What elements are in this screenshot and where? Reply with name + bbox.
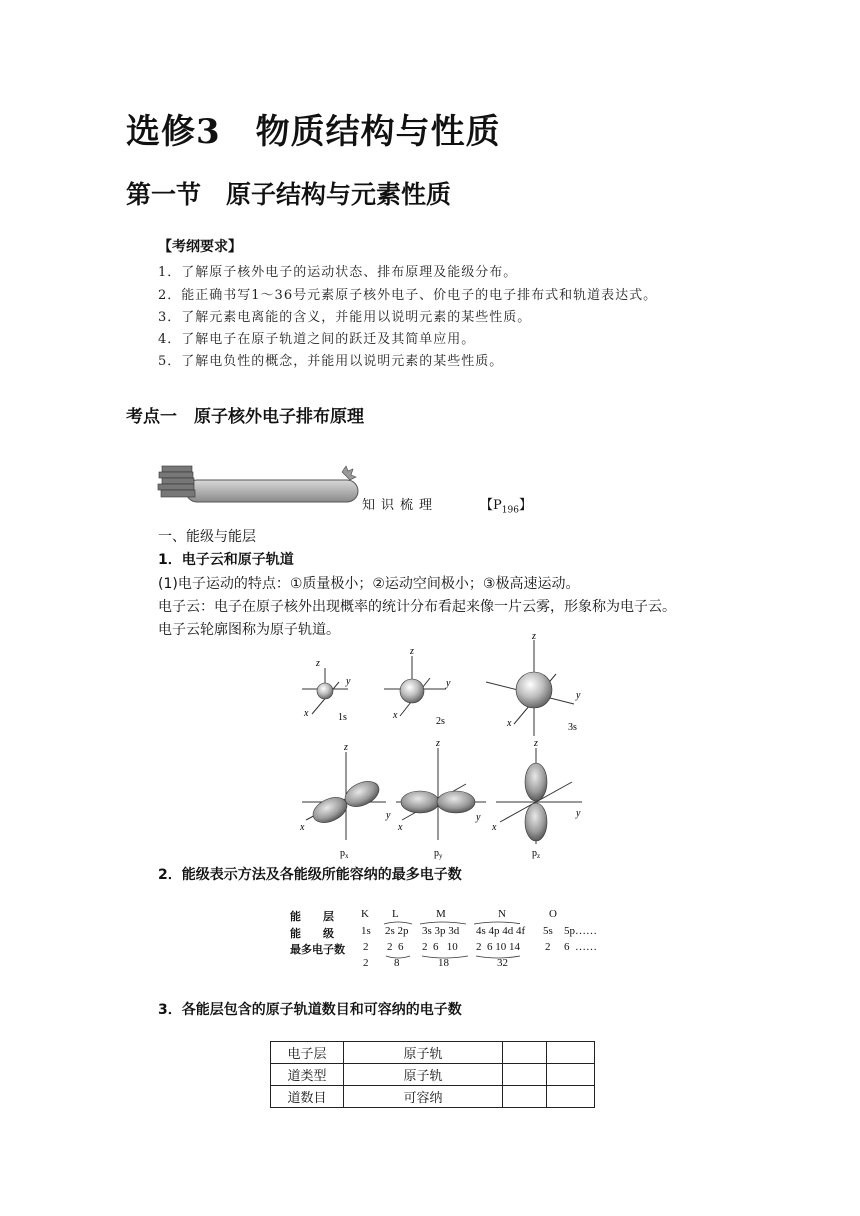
shell-label: K — [361, 908, 369, 920]
shell-label: O — [549, 908, 557, 920]
table-row — [271, 1086, 595, 1108]
orbital-2s-sphere — [400, 679, 424, 703]
orbital-py-lobe — [437, 791, 475, 813]
axis-label-x: x — [393, 710, 398, 721]
max-electrons: 2 6 10 14 — [476, 941, 520, 953]
table-cell: 可容纳 — [344, 1086, 503, 1108]
sublevel-label: 5p…… — [564, 925, 597, 937]
level-brackets — [380, 918, 520, 962]
axis-label-z: z — [410, 646, 414, 657]
requirement-item: 1．了解原子核外电子的运动状态、排布原理及能级分布。 — [158, 265, 518, 280]
table-cell — [503, 1042, 547, 1064]
section-title: 第一节 原子结构与元素性质 — [126, 180, 452, 209]
orbital-label-py: $p_y$ — [434, 848, 443, 860]
levels-row-label: 能 层 — [290, 910, 334, 923]
max-electrons: 2 6 — [387, 941, 404, 953]
levels-row-label: 能 级 — [290, 927, 334, 940]
levels-row-label: 最多电子数 — [290, 943, 345, 956]
axis-label-y: y — [576, 690, 581, 701]
orbital-py-lobe — [401, 791, 439, 813]
shell-total: 2 — [363, 957, 369, 969]
orbital-label-2s: 2s — [436, 716, 445, 727]
table-cell — [503, 1086, 547, 1108]
page-title: 选修3 物质结构与性质 — [126, 112, 501, 152]
axis-label-z: z — [436, 738, 440, 749]
topic-heading: 考点一 原子核外电子排布原理 — [126, 407, 364, 427]
knowledge-banner-graphic — [156, 462, 366, 508]
orbital-pz-lobe — [525, 803, 547, 841]
shell-total: 18 — [438, 957, 449, 969]
table-cell — [547, 1042, 595, 1064]
axis-label-x: x — [492, 822, 497, 833]
paragraph: 电子云：电子在原子核外出现概率的统计分布看起来像一片云雾，形象称为电子云。 — [158, 599, 676, 615]
sublevel-label: 1s — [361, 925, 371, 937]
axis-label-z: z — [344, 742, 348, 753]
banner-label: 知识梳理 — [362, 498, 439, 513]
shell-total: 8 — [394, 957, 400, 969]
requirement-item: 5．了解电负性的概念，并能用以说明元素的某些性质。 — [158, 354, 504, 369]
max-electrons: 2 — [545, 941, 551, 953]
requirement-item: 4．了解电子在原子轨道之间的跃迁及其简单应用。 — [158, 332, 476, 347]
axis-label-y: y — [346, 676, 351, 687]
shell-total: 32 — [497, 957, 508, 969]
sublevel-label: 5s — [543, 925, 553, 937]
orbital-label-px: $p_x$ — [340, 848, 349, 860]
table-cell: 道数目 — [271, 1086, 344, 1108]
max-electrons: 2 — [363, 941, 369, 953]
axis-label-y: y — [476, 812, 481, 823]
axis-label-y: y — [386, 810, 391, 821]
table-cell — [547, 1086, 595, 1108]
orbital-figure — [290, 634, 600, 862]
paragraph: 电子云轮廓图称为原子轨道。 — [158, 622, 340, 638]
axis-label-x: x — [300, 822, 305, 833]
subsection-heading: 1．电子云和原子轨道 — [158, 552, 294, 568]
table-cell: 道类型 — [271, 1064, 344, 1086]
orbital-label-pz: $p_z$ — [532, 848, 541, 860]
table-cell: 电子层 — [271, 1042, 344, 1064]
shell-label: L — [392, 908, 399, 920]
orbital-label-3s: 3s — [568, 722, 577, 733]
table-row — [271, 1042, 595, 1064]
axis-label-y: y — [576, 808, 581, 819]
requirements-heading: 【考纲要求】 — [158, 239, 242, 255]
table-row — [271, 1064, 595, 1086]
orbital-pz-lobe — [525, 763, 547, 801]
table-cell: 原子轨 — [344, 1042, 503, 1064]
orbital-1s-sphere — [317, 683, 333, 699]
shell-label: M — [436, 908, 446, 920]
subsection-heading: 3．各能层包含的原子轨道数目和可容纳的电子数 — [158, 1002, 462, 1018]
axis-label-x: x — [398, 822, 403, 833]
banner-page-ref: 【$P_{196}$】 — [480, 498, 532, 516]
shell-label: N — [498, 908, 506, 920]
orbital-px-lobe — [341, 776, 383, 811]
orbital-count-table — [270, 1041, 595, 1108]
part-heading: 一、能级与能层 — [158, 529, 256, 545]
sublevel-label: 4s 4p 4d 4f — [476, 925, 526, 937]
max-electrons: 2 6 10 — [422, 941, 458, 953]
table-cell — [547, 1064, 595, 1086]
sublevel-label: 2s 2p — [385, 925, 409, 937]
max-electrons: 6 …… — [564, 941, 597, 953]
axis-label-z: z — [532, 634, 536, 642]
sublevel-label: 3s 3p 3d — [422, 925, 460, 937]
orbital-px-lobe — [309, 792, 351, 827]
subsection-heading: 2．能级表示方法及各能级所能容纳的最多电子数 — [158, 867, 462, 883]
axis-label-z: z — [316, 658, 320, 669]
requirement-item: 3．了解元素电离能的含义，并能用以说明元素的某些性质。 — [158, 310, 532, 325]
orbital-label-1s: 1s — [338, 712, 347, 723]
orbital-3s-sphere — [516, 672, 552, 708]
table-cell — [503, 1064, 547, 1086]
requirement-item: 2．能正确书写1～36号元素原子核外电子、价电子的电子排布式和轨道表达式。 — [158, 288, 658, 303]
axis-label-x: x — [507, 718, 512, 729]
axis-label-x: x — [304, 708, 309, 719]
paragraph: (1)电子运动的特点：①质量极小；②运动空间极小；③极高速运动。 — [158, 576, 580, 592]
table-cell: 原子轨 — [344, 1064, 503, 1086]
axis-label-z: z — [534, 738, 538, 749]
axis-label-y: y — [446, 678, 451, 689]
